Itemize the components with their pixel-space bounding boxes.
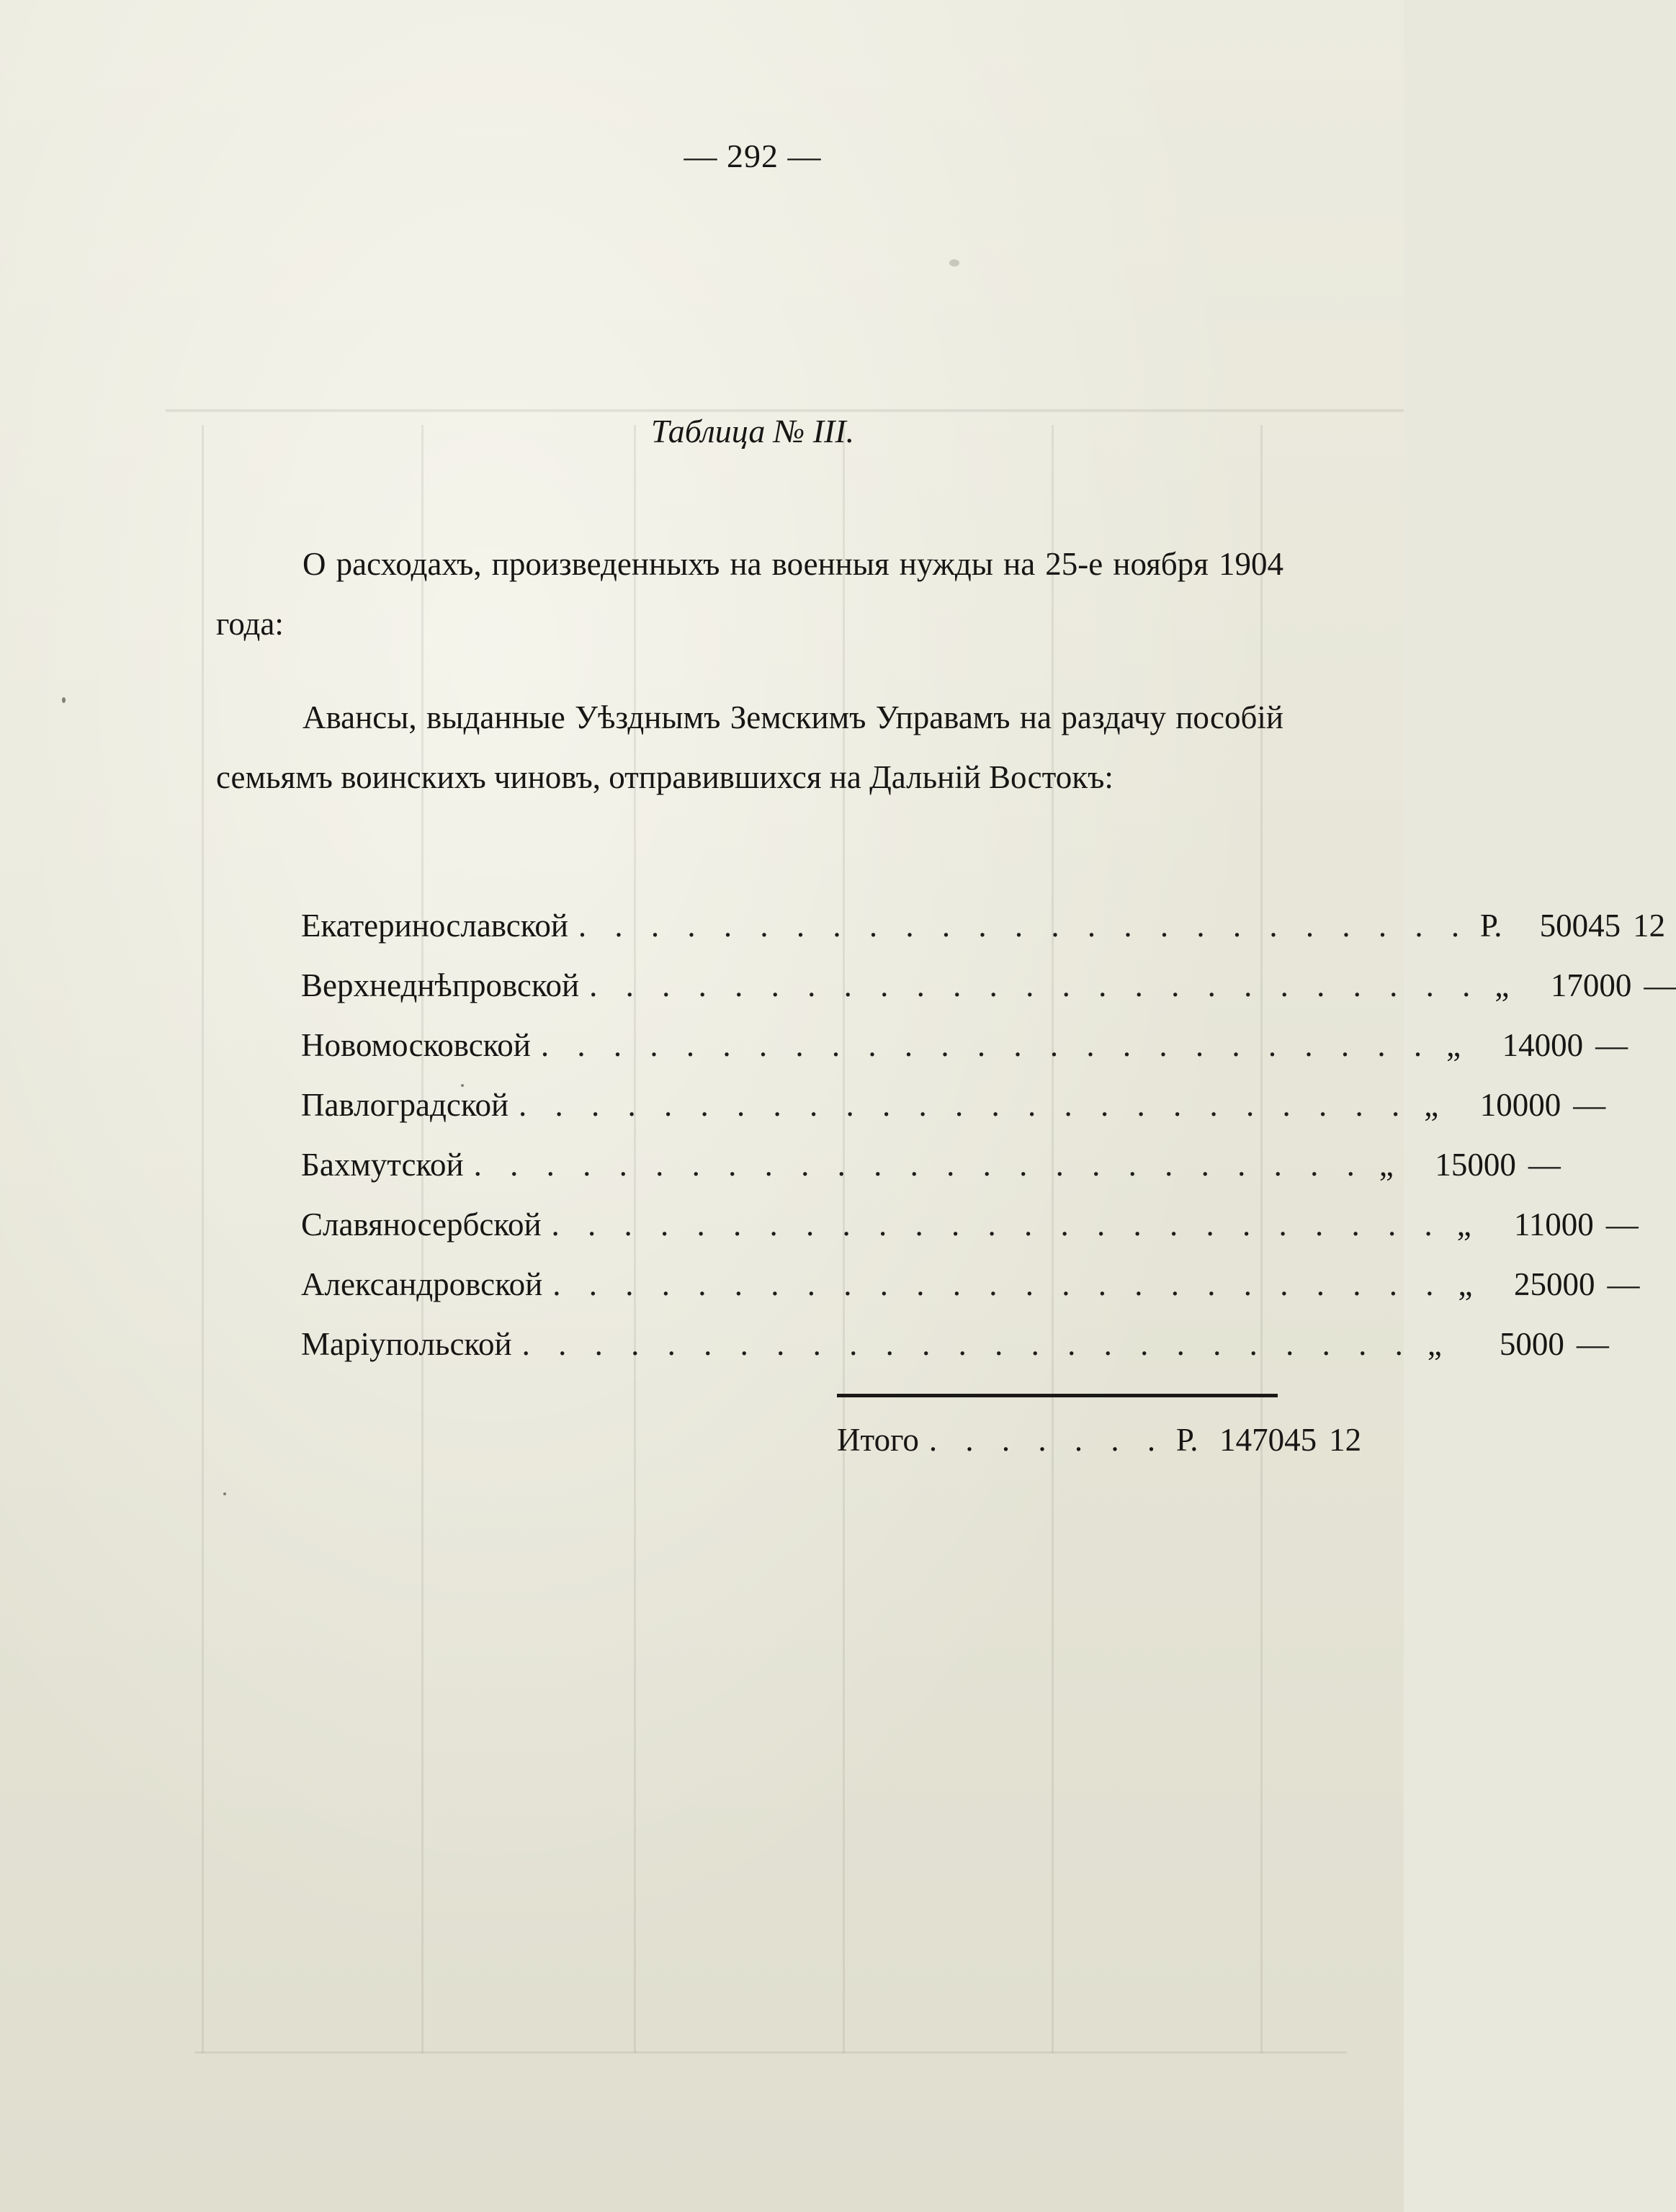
amount-rubles: 15000 (1435, 1146, 1516, 1183)
leader-dots: . . . . . . . . . . . . . . . . . . . . . . . . . (473, 1146, 1365, 1183)
amount-kopecks: — (1573, 1086, 1606, 1123)
list-item (301, 955, 1676, 1015)
currency-mark: Р. (1479, 907, 1502, 944)
amount-rubles: 50045 (1539, 907, 1621, 944)
amount-rubles: 25000 (1514, 1266, 1595, 1302)
advances-paragraph: Авансы, выданные Уѣзднымъ Земскимъ Управамъ на раздачу пособій семьямъ воинскихъ чиновъ, отправившихся на Дальній Востокъ: (216, 699, 1283, 795)
total-divider-rule (837, 1394, 1278, 1397)
currency-mark: „ (1424, 1086, 1439, 1123)
table-title: Таблица № III. (650, 413, 855, 449)
leader-dots: . . . . . . . . . . . . . . . . . . . . . . . . . (578, 907, 1470, 944)
list-item (301, 1314, 1609, 1374)
total-label: Итого (837, 1421, 919, 1458)
amount-rubles: 17000 (1550, 967, 1632, 1003)
amount-rubles: 10000 (1479, 1086, 1561, 1123)
currency-mark: „ (1427, 1325, 1442, 1362)
leader-dots: . . . . . . . . . . . . . . . . . . . . . . . . . (519, 1086, 1410, 1123)
ink-speck (223, 1492, 226, 1495)
leader-dots: . . . . . . . . . . . . . . . . . . . . . . . . . (551, 1206, 1443, 1242)
amount-kopecks: — (1607, 1266, 1640, 1302)
ink-speck (461, 1084, 464, 1087)
district-name: Славяносербской (301, 1206, 542, 1242)
district-name: Бахмутской (301, 1146, 464, 1183)
list-item (301, 1015, 1628, 1075)
bleed-through-rule (194, 2051, 1347, 2054)
amount-rubles: 5000 (1499, 1325, 1564, 1362)
leader-dots: . . . . . . . . . . . . . . . . . . . . . . . . . (521, 1325, 1413, 1362)
total-amount-kopecks: 12 (1329, 1421, 1362, 1458)
amount-kopecks: 12 (1633, 907, 1666, 944)
list-item (301, 1254, 1640, 1314)
leader-dots: . . . . . . . (928, 1421, 1166, 1458)
amount-kopecks: — (1644, 967, 1676, 1003)
currency-mark: „ (1494, 967, 1510, 1003)
list-item (301, 895, 1666, 955)
leader-dots: . . . . . . . . . . . . . . . . . . . . . . . . . (540, 1026, 1433, 1063)
advances-list (301, 895, 1676, 1374)
leader-dots: . . . . . . . . . . . . . . . . . . . . . . . . . (589, 967, 1481, 1003)
currency-mark: „ (1458, 1266, 1473, 1302)
district-name: Верхнеднѣпровской (301, 967, 580, 1003)
list-item (301, 1194, 1639, 1254)
currency-mark: „ (1446, 1026, 1461, 1063)
amount-rubles: 14000 (1502, 1026, 1584, 1063)
list-item (301, 1075, 1606, 1134)
amount-kopecks: — (1576, 1325, 1609, 1362)
page-number: — 292 — (684, 138, 822, 174)
total-row (837, 1410, 1362, 1469)
amount-kopecks: — (1595, 1026, 1628, 1063)
ink-speck (62, 697, 66, 703)
currency-mark: „ (1456, 1206, 1471, 1242)
amount-kopecks: — (1528, 1146, 1561, 1183)
district-name: Екатеринославской (301, 907, 568, 944)
intro-paragraph: О расходахъ, произведенныхъ на военныя нужды на 25-е ноября 1904 года: (216, 546, 1283, 642)
district-name: Новомосковской (301, 1026, 531, 1063)
total-amount-rubles: 147045 (1219, 1421, 1317, 1458)
currency-mark: „ (1379, 1146, 1394, 1183)
currency-mark: Р. (1175, 1421, 1198, 1458)
district-name: Александровской (301, 1266, 543, 1302)
district-name: Павлоградской (301, 1086, 509, 1123)
district-name: Маріупольской (301, 1325, 512, 1362)
bleed-through-column (202, 425, 204, 2053)
amount-rubles: 11000 (1513, 1206, 1594, 1242)
list-item (301, 1134, 1561, 1194)
leader-dots: . . . . . . . . . . . . . . . . . . . . . . . . . (552, 1266, 1444, 1302)
amount-kopecks: — (1605, 1206, 1639, 1242)
ink-speck (949, 259, 959, 267)
